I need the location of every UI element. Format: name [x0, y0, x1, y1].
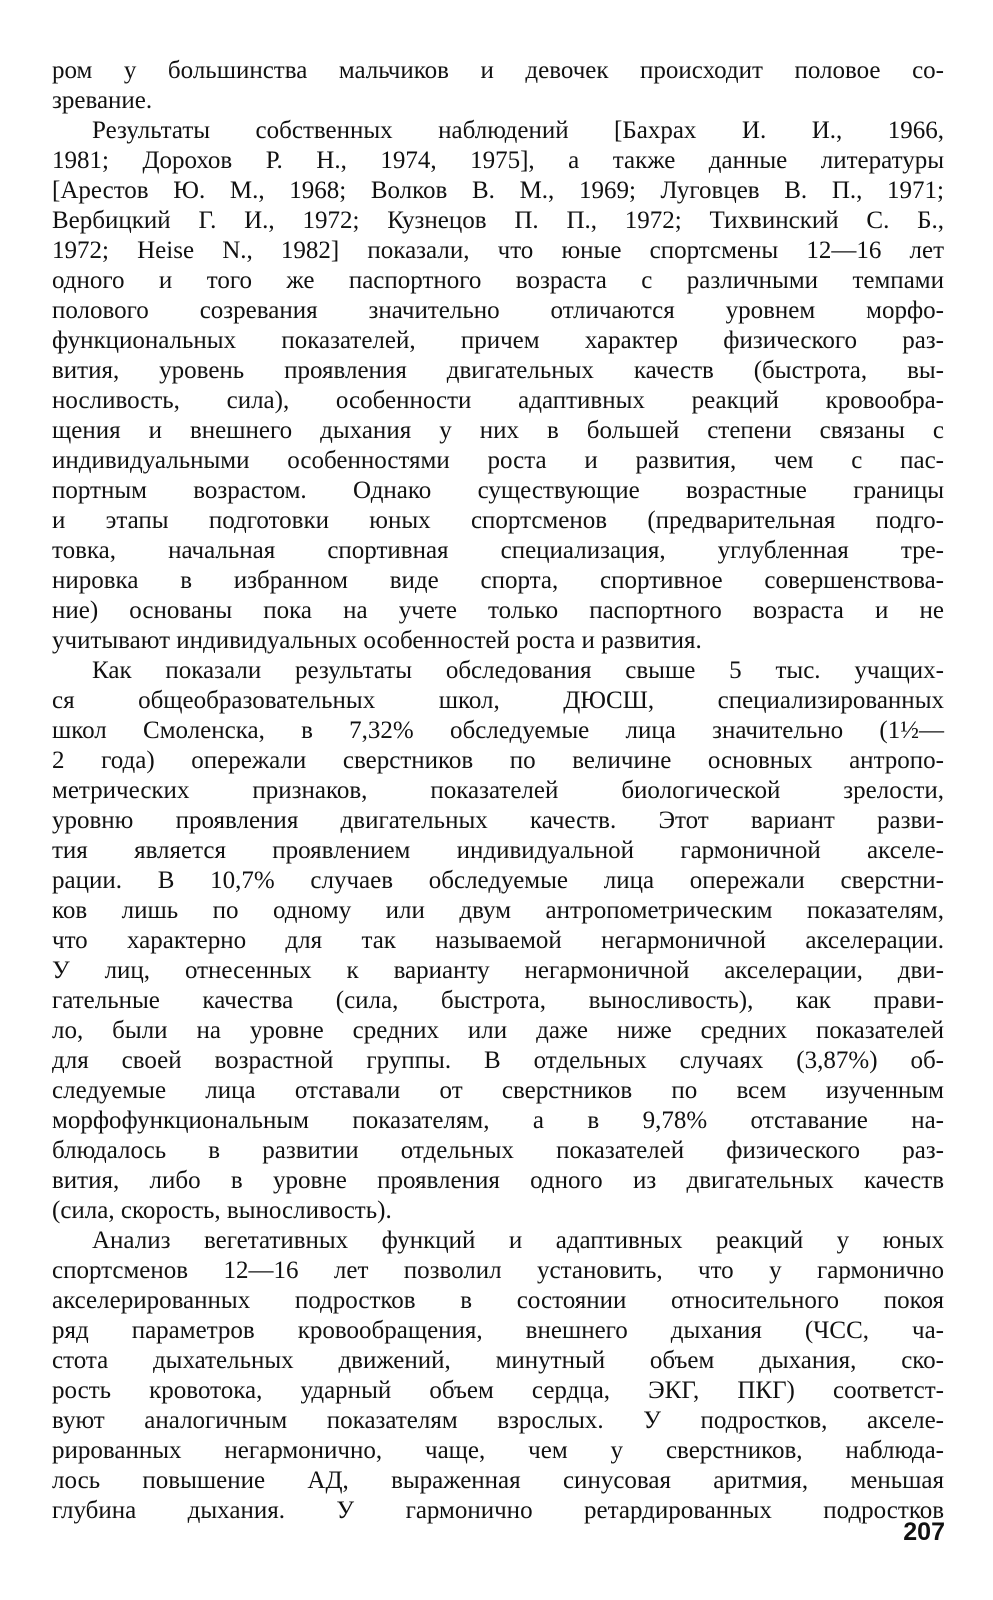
text-line: носливость, сила), особенности адаптивных реакций кровообра-: [52, 387, 944, 414]
text-line: одного и того же паспортного возраста с различными темпами: [52, 267, 944, 294]
paragraph: [52, 656, 944, 1226]
text-line: ряд параметров кровообращения, внешнего дыхания (ЧСС, ча-: [52, 1317, 944, 1344]
text-line: школ Смоленска, в 7,32% обследуемые лица значительно (1½—: [52, 717, 944, 744]
text-line: блюдалось в развитии отдельных показателей физического раз-: [52, 1137, 944, 1164]
paragraph: [52, 116, 944, 656]
text-line: учитывают индивидуальных особенностей роста и развития.: [52, 627, 702, 654]
text-line: У лиц, отнесенных к варианту негармоничной акселерации, дви-: [52, 957, 944, 984]
text-line: 2 года) опережали сверстников по величине основных антропо-: [52, 747, 944, 774]
text-line: 1981; Дорохов Р. Н., 1974, 1975], а также данные литературы: [52, 147, 944, 174]
text-line: гательные качества (сила, быстрота, выносливость), как прави-: [52, 987, 944, 1014]
text-line: функциональных показателей, причем характер физического раз-: [52, 327, 944, 354]
text-line: следуемые лица отставали от сверстников по всем изученным: [52, 1077, 944, 1104]
text-line: глубина дыхания. У гармонично ретардированных подростков: [52, 1497, 944, 1524]
text-line: морфофункциональным показателям, а в 9,78% отставание на-: [52, 1107, 944, 1134]
text-line: рость кровотока, ударный объем сердца, ЭКГ, ПКГ) соответст-: [52, 1377, 944, 1404]
text-line: рации. В 10,7% случаев обследуемые лица опережали сверстни-: [52, 867, 944, 894]
text-line: тия является проявлением индивидуальной гармоничной акселе-: [52, 837, 944, 864]
text-line: вития, уровень проявления двигательных качеств (быстрота, вы-: [52, 357, 944, 384]
paragraph: [52, 56, 944, 116]
text-line: ром у большинства мальчиков и девочек происходит половое со-: [52, 57, 944, 84]
text-line: уровню проявления двигательных качеств. Этот вариант разви-: [52, 807, 944, 834]
text-line: Как показали результаты обследования свыше 5 тыс. учащих-: [92, 657, 944, 684]
text-line: Вербицкий Г. И., 1972; Кузнецов П. П., 1972; Тихвинский С. Б.,: [52, 207, 944, 234]
text-line: щения и внешнего дыхания у них в большей степени связаны с: [52, 417, 944, 444]
text-line: ков лишь по одному или двум антропометрическим показателям,: [52, 897, 944, 924]
text-line: портным возрастом. Однако существующие возрастные границы: [52, 477, 944, 504]
text-line: метрических признаков, показателей биологической зрелости,: [52, 777, 944, 804]
text-line: Анализ вегетативных функций и адаптивных реакций у юных: [92, 1227, 944, 1254]
page-number: 207: [903, 1518, 945, 1546]
text-line: вития, либо в уровне проявления одного из двигательных качеств: [52, 1167, 944, 1194]
text-line: вуют аналогичным показателям взрослых. У подростков, акселе-: [52, 1407, 944, 1434]
text-line: зревание.: [52, 87, 153, 114]
text-line: рированных негармонично, чаще, чем у сверстников, наблюда-: [52, 1437, 944, 1464]
text-line: что характерно для так называемой негармоничной акселерации.: [52, 927, 944, 954]
text-line: нировка в избранном виде спорта, спортивное совершенствова-: [52, 567, 944, 594]
text-line: полового созревания значительно отличаются уровнем морфо-: [52, 297, 944, 324]
text-line: [Арестов Ю. М., 1968; Волков В. М., 1969; Луговцев В. П., 1971;: [52, 177, 944, 204]
text-line: ло, были на уровне средних или даже ниже средних показателей: [52, 1017, 944, 1044]
body-text: [52, 56, 944, 1526]
paragraph: [52, 1226, 944, 1526]
text-line: лось повышение АД, выраженная синусовая аритмия, меньшая: [52, 1467, 944, 1494]
text-line: для своей возрастной группы. В отдельных случаях (3,87%) об-: [52, 1047, 944, 1074]
text-line: ние) основаны пока на учете только паспортного возраста и не: [52, 597, 944, 624]
text-line: 1972; Heise N., 1982] показали, что юные спортсмены 12—16 лет: [52, 237, 944, 264]
text-line: стота дыхательных движений, минутный объем дыхания, ско-: [52, 1347, 944, 1374]
text-line: Результаты собственных наблюдений [Бахрах И. И., 1966,: [92, 117, 944, 144]
text-line: ся общеобразовательных школ, ДЮСШ, специализированных: [52, 687, 944, 714]
text-line: и этапы подготовки юных спортсменов (предварительная подго-: [52, 507, 944, 534]
text-line: товка, начальная спортивная специализация, углубленная тре-: [52, 537, 944, 564]
text-line: (сила, скорость, выносливость).: [52, 1197, 392, 1224]
text-line: акселерированных подростков в состоянии относительного покоя: [52, 1287, 944, 1314]
text-line: спортсменов 12—16 лет позволил установить, что у гармонично: [52, 1257, 944, 1284]
text-line: индивидуальными особенностями роста и развития, чем с пас-: [52, 447, 944, 474]
